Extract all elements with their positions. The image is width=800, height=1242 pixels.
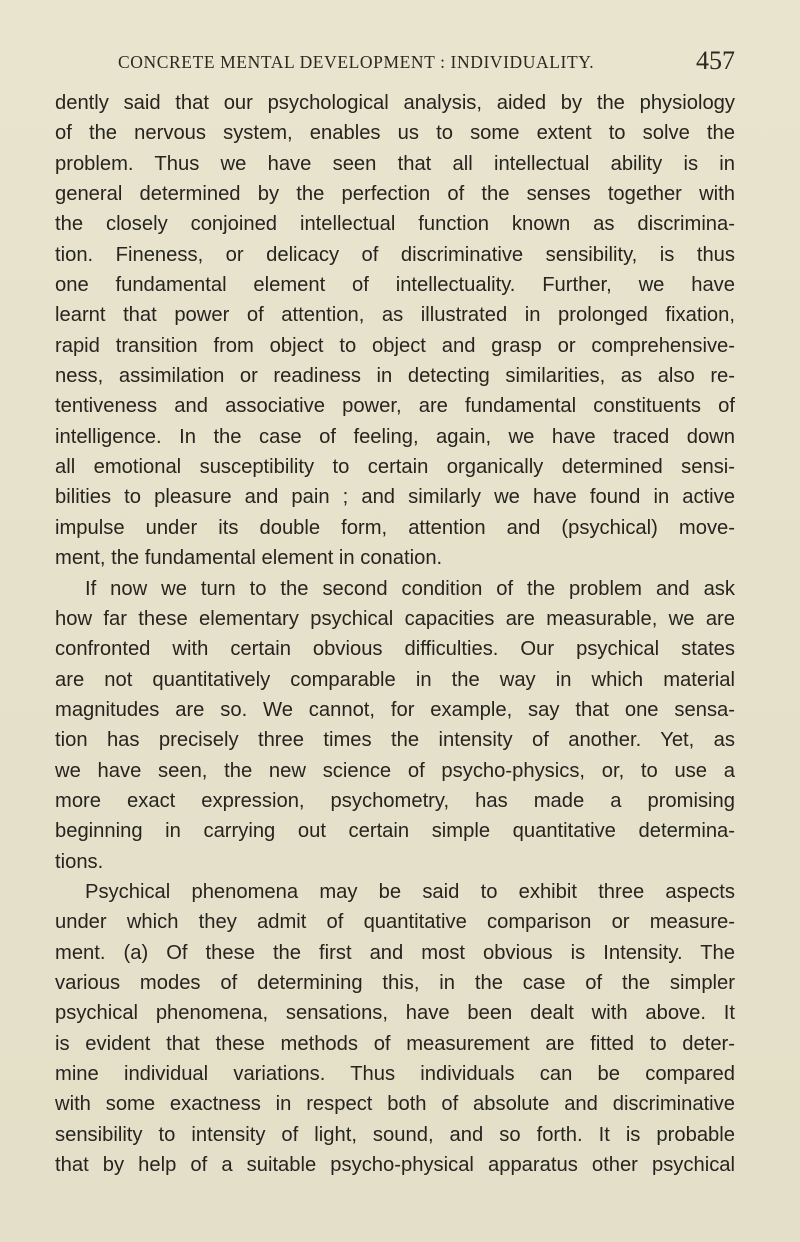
text-line: psychical phenomena, sensations, have been dealt with above. It <box>55 1002 735 1025</box>
running-head: CONCRETE MENTAL DEVELOPMENT : INDIVIDUALITY. <box>118 52 595 72</box>
text-line: ment, the fundamental element in conation. <box>55 547 443 570</box>
text-line: under which they admit of quantitative comparison or measure- <box>55 911 735 934</box>
text-line: mine individual variations. Thus individuals can be compared <box>55 1063 735 1085</box>
text-line: bilities to pleasure and pain ; and similarly we have found in active <box>55 486 735 509</box>
text-line: the closely conjoined intellectual function known as discrimina- <box>55 213 735 236</box>
text-line: impulse under its double form, attention and (psychical) move- <box>55 516 735 539</box>
text-line: various modes of determining this, in the case of the simpler <box>55 971 735 994</box>
text-line: tion has precisely three times the intensity of another. Yet, as <box>55 729 735 752</box>
text-line: general determined by the perfection of the senses together with <box>55 183 735 206</box>
text-line: ness, assimilation or readiness in detecting similarities, as also re- <box>55 365 735 388</box>
text-line: that by help of a suitable psycho-physical apparatus other psychical <box>55 1154 735 1177</box>
text-line: with some exactness in respect both of absolute and discriminative <box>55 1093 735 1116</box>
text-line: problem. Thus we have seen that all intellectual ability is in <box>55 152 735 175</box>
text-line: ment. (a) Of these the first and most obvious is Intensity. The <box>55 941 735 964</box>
text-line: sensibility to intensity of light, sound, and so forth. It is probable <box>55 1123 735 1146</box>
page-header <box>118 46 735 82</box>
text-line: beginning in carrying out certain simple quantitative determina- <box>55 820 735 843</box>
text-line: all emotional susceptibility to certain organically determined sensi- <box>55 456 735 479</box>
text-line: magnitudes are so. We cannot, for example, say that one sensa- <box>55 698 735 721</box>
text-line: intelligence. In the case of feeling, again, we have traced down <box>55 425 735 448</box>
text-line: tion. Fineness, or delicacy of discriminative sensibility, is thus <box>55 243 735 266</box>
text-line: of the nervous system, enables us to some extent to solve the <box>55 122 735 145</box>
text-line: tentiveness and associative power, are fundamental constituents of <box>55 395 735 418</box>
text-line: we have seen, the new science of psycho-physics, or, to use a <box>55 759 735 782</box>
text-line: learnt that power of attention, as illustrated in prolonged fixation, <box>55 304 735 327</box>
text-line: rapid transition from object to object and grasp or comprehensive- <box>55 334 735 357</box>
text-line: Psychical phenomena may be said to exhibit three aspects <box>85 880 735 903</box>
text-line: more exact expression, psychometry, has made a promising <box>55 789 735 812</box>
text-line: tions. <box>55 850 104 873</box>
text-line: how far these elementary psychical capacities are measurable, we are <box>55 607 735 630</box>
text-line: are not quantitatively comparable in the way in which material <box>55 668 735 691</box>
page-number: 457 <box>696 46 735 75</box>
text-line: confronted with certain obvious difficulties. Our psychical states <box>55 638 735 661</box>
text-line: one fundamental element of intellectuality. Further, we have <box>55 274 735 297</box>
text-line: dently said that our psychological analysis, aided by the physiology <box>55 92 735 114</box>
body-text <box>55 88 735 1180</box>
text-line: If now we turn to the second condition of the problem and ask <box>85 577 735 600</box>
text-line: is evident that these methods of measurement are fitted to deter- <box>55 1032 735 1055</box>
